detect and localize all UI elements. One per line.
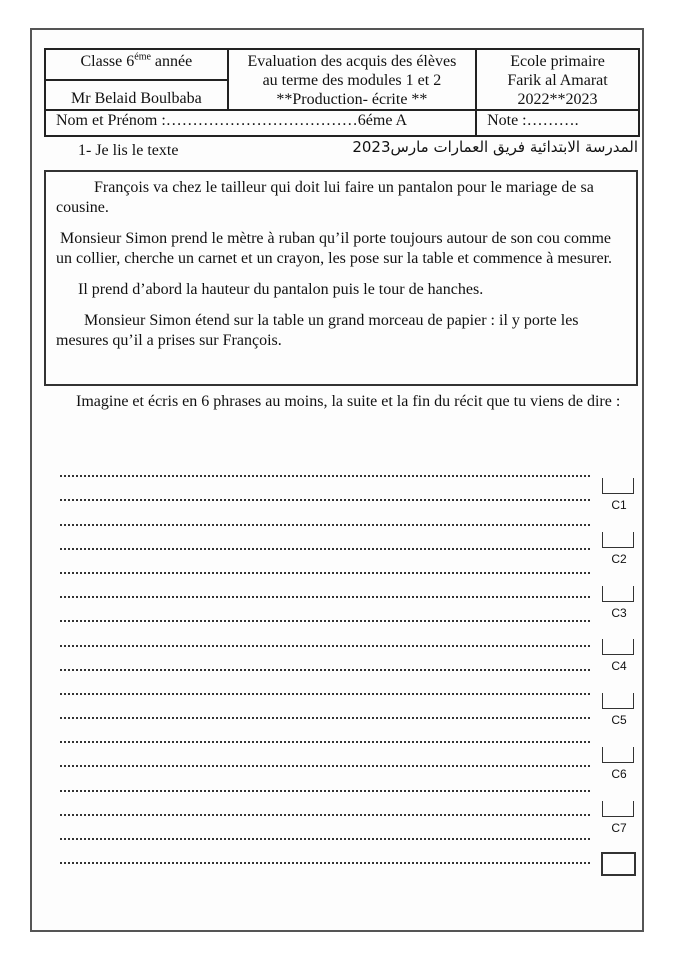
class-suffix: année	[150, 53, 193, 70]
writing-line[interactable]	[60, 649, 590, 673]
note-field-text: Note :……….	[487, 112, 579, 129]
reading-text-box	[44, 170, 638, 386]
criterion-label: C4	[611, 659, 627, 674]
writing-line[interactable]	[60, 769, 590, 793]
school-cell	[476, 49, 639, 110]
criterion-score-box[interactable]	[602, 639, 634, 655]
criterion-label: C3	[611, 605, 627, 620]
name-field-text: Nom et Prénom :………………………………6éme A	[56, 112, 408, 129]
writing-line[interactable]	[60, 455, 590, 479]
writing-line[interactable]	[60, 818, 590, 842]
section-title: 1- Je lis le texte	[78, 142, 179, 159]
text-paragraph-4: Monsieur Simon étend sur la table un grand morceau de papier : il y porte les mesures qu’il a prises sur François.	[56, 312, 579, 349]
writing-line[interactable]	[60, 745, 590, 769]
writing-lines[interactable]	[60, 455, 590, 866]
evaluation-cell	[228, 49, 476, 110]
writing-line[interactable]	[60, 503, 590, 527]
arabic-school-note: المدرسة الابتدائية فريق العمارات مارس2023	[352, 138, 638, 156]
writing-line[interactable]	[60, 600, 590, 624]
writing-instruction: Imagine et écris en 6 phrases au moins, la suite et la fin du récit que tu viens de dire :	[76, 393, 621, 410]
criterion-c1[interactable]	[602, 478, 636, 518]
writing-line[interactable]	[60, 794, 590, 818]
criterion-score-box[interactable]	[602, 478, 634, 494]
evaluation-line-3: **Production- écrite **	[276, 91, 428, 108]
text-paragraph-3: Il prend d’abord la hauteur du pantalon puis le tour de hanches.	[78, 281, 484, 298]
criterion-label: C7	[611, 820, 627, 835]
criterion-label: C6	[611, 767, 627, 781]
total-score-box[interactable]	[601, 852, 636, 876]
text-paragraph-2: Monsieur Simon prend le mètre à ruban qu’il porte toujours autour de son cou comme un collier, cherche un carnet et un crayon, les pose sur la table et commence à mesurer.	[56, 230, 613, 267]
class-cell	[45, 49, 228, 80]
criterion-c5[interactable]	[602, 693, 636, 733]
header-table	[44, 48, 640, 137]
class-sup: éme	[134, 51, 151, 63]
writing-line[interactable]	[60, 479, 590, 503]
class-label: Classe 6	[80, 53, 135, 70]
school-line-1: Ecole primaire	[510, 53, 605, 70]
criterion-c4[interactable]	[602, 639, 636, 679]
criterion-score-box[interactable]	[602, 532, 634, 548]
criterion-c2[interactable]	[602, 532, 636, 572]
name-field[interactable]	[45, 110, 476, 136]
writing-line[interactable]	[60, 552, 590, 576]
evaluation-line-1: Evaluation des acquis des élèves	[247, 53, 457, 70]
criterion-c6[interactable]	[602, 747, 636, 787]
writing-line[interactable]	[60, 673, 590, 697]
teacher-name: Mr Belaid Boulbaba	[71, 90, 202, 107]
writing-line[interactable]	[60, 624, 590, 648]
text-paragraph-1: François va chez le tailleur qui doit lui faire un pantalon pour le mariage de sa cousine.	[56, 179, 594, 216]
school-line-3: 2022**2023	[517, 91, 598, 108]
writing-line[interactable]	[60, 576, 590, 600]
criterion-label: C1	[611, 498, 627, 512]
writing-line[interactable]	[60, 721, 590, 745]
criterion-label: C2	[611, 551, 627, 566]
note-field[interactable]	[476, 110, 639, 136]
criterion-score-box[interactable]	[602, 586, 634, 602]
writing-line[interactable]	[60, 697, 590, 721]
criterion-score-box[interactable]	[602, 747, 634, 763]
writing-line[interactable]	[60, 842, 590, 866]
criterion-c3[interactable]	[602, 586, 636, 626]
school-line-2: Farik al Amarat	[507, 72, 608, 89]
evaluation-line-2: au terme des modules 1 et 2	[262, 72, 442, 89]
criterion-score-box[interactable]	[602, 693, 634, 709]
teacher-cell	[45, 80, 228, 110]
criterion-c7[interactable]	[602, 801, 636, 841]
writing-line[interactable]	[60, 528, 590, 552]
criterion-score-box[interactable]	[602, 801, 634, 817]
criterion-label: C5	[611, 713, 627, 728]
